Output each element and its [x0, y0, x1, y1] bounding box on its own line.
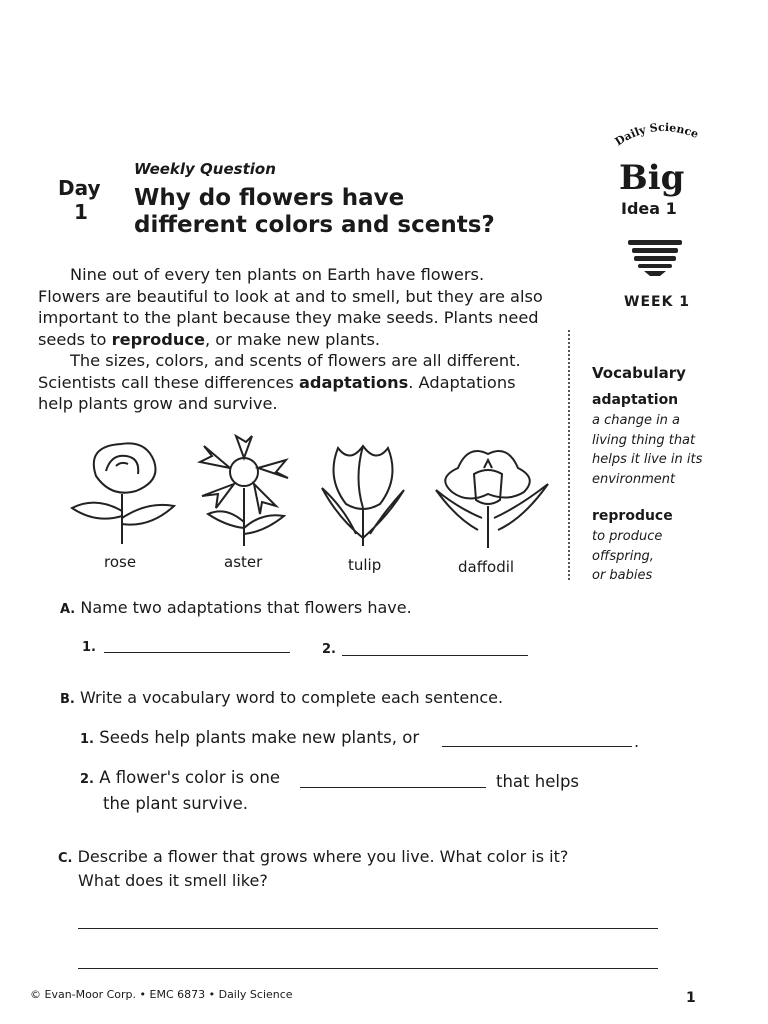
- question-b-letter: B.: [60, 692, 75, 707]
- definition-line: environment: [592, 471, 676, 487]
- sentence-b1: [80, 728, 419, 747]
- intro-passage: [38, 264, 548, 415]
- definition-line: to produce: [592, 529, 663, 544]
- question-a: [60, 598, 412, 617]
- sentence-b1-text: Seeds help plants make new plants, or: [99, 728, 420, 747]
- definition-line: a change in a: [592, 413, 681, 428]
- p1-text-end: , or make new plants.: [204, 329, 381, 349]
- vocab-word-adaptation: adaptation: [592, 392, 679, 408]
- question-b: [60, 688, 503, 707]
- sentence-b1-number: 1.: [80, 732, 94, 747]
- week-label: WEEK 1: [624, 294, 691, 310]
- lightbulb-base-icon: [626, 236, 686, 280]
- vocab-word-reproduce: reproduce: [592, 508, 673, 524]
- question-c-line-1: Describe a flower that grows where you live. What color is it?: [77, 847, 569, 866]
- intro-paragraph-1: [38, 264, 548, 350]
- definition-line: or babies: [592, 568, 653, 583]
- answer-a2-line[interactable]: [342, 655, 528, 656]
- day-number: 1: [74, 200, 88, 224]
- p1-text: Nine out of every ten plants on Earth have flowers. Flowers are beautiful to look at and to smell, but they are also important to the plant because they make seeds. Plants need seeds to: [38, 265, 543, 349]
- sentence-b2-text: A flower's color is one: [99, 768, 281, 787]
- answer-c-line-2[interactable]: [78, 968, 658, 969]
- answer-c-line-1[interactable]: [78, 928, 658, 929]
- flower-label-daffodil: daffodil: [458, 558, 515, 576]
- weekly-question-label: Weekly Question: [134, 160, 276, 178]
- title-line-2: different colors and scents?: [134, 212, 495, 238]
- day-label: Day: [58, 176, 101, 200]
- question-b-text: Write a vocabulary word to complete each sentence.: [79, 688, 504, 707]
- svg-text:Daily Science: [613, 121, 701, 149]
- sentence-b2-after: that helps: [496, 772, 580, 791]
- footer-copyright: © Evan-Moor Corp. • EMC 6873 • Daily Science: [30, 988, 293, 1001]
- rose-illustration: [66, 436, 178, 548]
- vocab-definition-reproduce: [592, 527, 712, 586]
- p2-text: The sizes, colors, and scents of flowers are all different. Scientists call these differences: [38, 351, 521, 392]
- answer-a1-number: 1.: [82, 640, 96, 655]
- tulip-illustration: [318, 438, 408, 550]
- vocab-definition-adaptation: [592, 411, 712, 489]
- title-line-1: Why do flowers have: [134, 185, 405, 211]
- sentence-b2: [80, 768, 280, 787]
- sentence-b1-period: .: [634, 732, 640, 751]
- question-a-text: Name two adaptations that flowers have.: [80, 598, 412, 617]
- flower-label-aster: aster: [224, 553, 263, 571]
- daily-science-arc-logo: [606, 112, 726, 162]
- arc-text: Daily Science: [612, 120, 701, 149]
- idea-number: Idea 1: [621, 199, 677, 218]
- intro-paragraph-2: [38, 350, 548, 415]
- question-a-letter: A.: [60, 602, 76, 617]
- definition-line: offspring,: [592, 548, 654, 564]
- daffodil-illustration: [428, 438, 552, 550]
- sentence-b2-line2: the plant survive.: [103, 794, 249, 813]
- big-logo-text: Big: [619, 158, 685, 198]
- flower-label-tulip: tulip: [348, 556, 382, 574]
- weekly-question-title: [134, 185, 574, 239]
- answer-b2-line[interactable]: [300, 787, 486, 788]
- answer-a2-number: 2.: [322, 642, 336, 657]
- p2-text-end: . Adaptations help plants grow and survive.: [38, 372, 516, 413]
- answer-b1-line[interactable]: [442, 746, 632, 747]
- sentence-b2-number: 2.: [80, 772, 94, 787]
- aster-illustration: [196, 432, 292, 550]
- question-c-line-2: What does it smell like?: [78, 871, 268, 890]
- question-c-letter: C.: [58, 851, 73, 866]
- vocabulary-title: Vocabulary: [592, 364, 686, 382]
- p2-bold-term: adaptations: [299, 372, 409, 392]
- p1-bold-term: reproduce: [111, 329, 205, 349]
- flower-label-rose: rose: [104, 553, 137, 571]
- answer-a1-line[interactable]: [104, 652, 290, 653]
- question-c: [58, 846, 568, 892]
- sidebar-divider: [568, 330, 570, 580]
- definition-line: helps it live in its: [592, 452, 703, 467]
- definition-line: living thing that: [592, 432, 696, 448]
- page-number: 1: [686, 990, 696, 1006]
